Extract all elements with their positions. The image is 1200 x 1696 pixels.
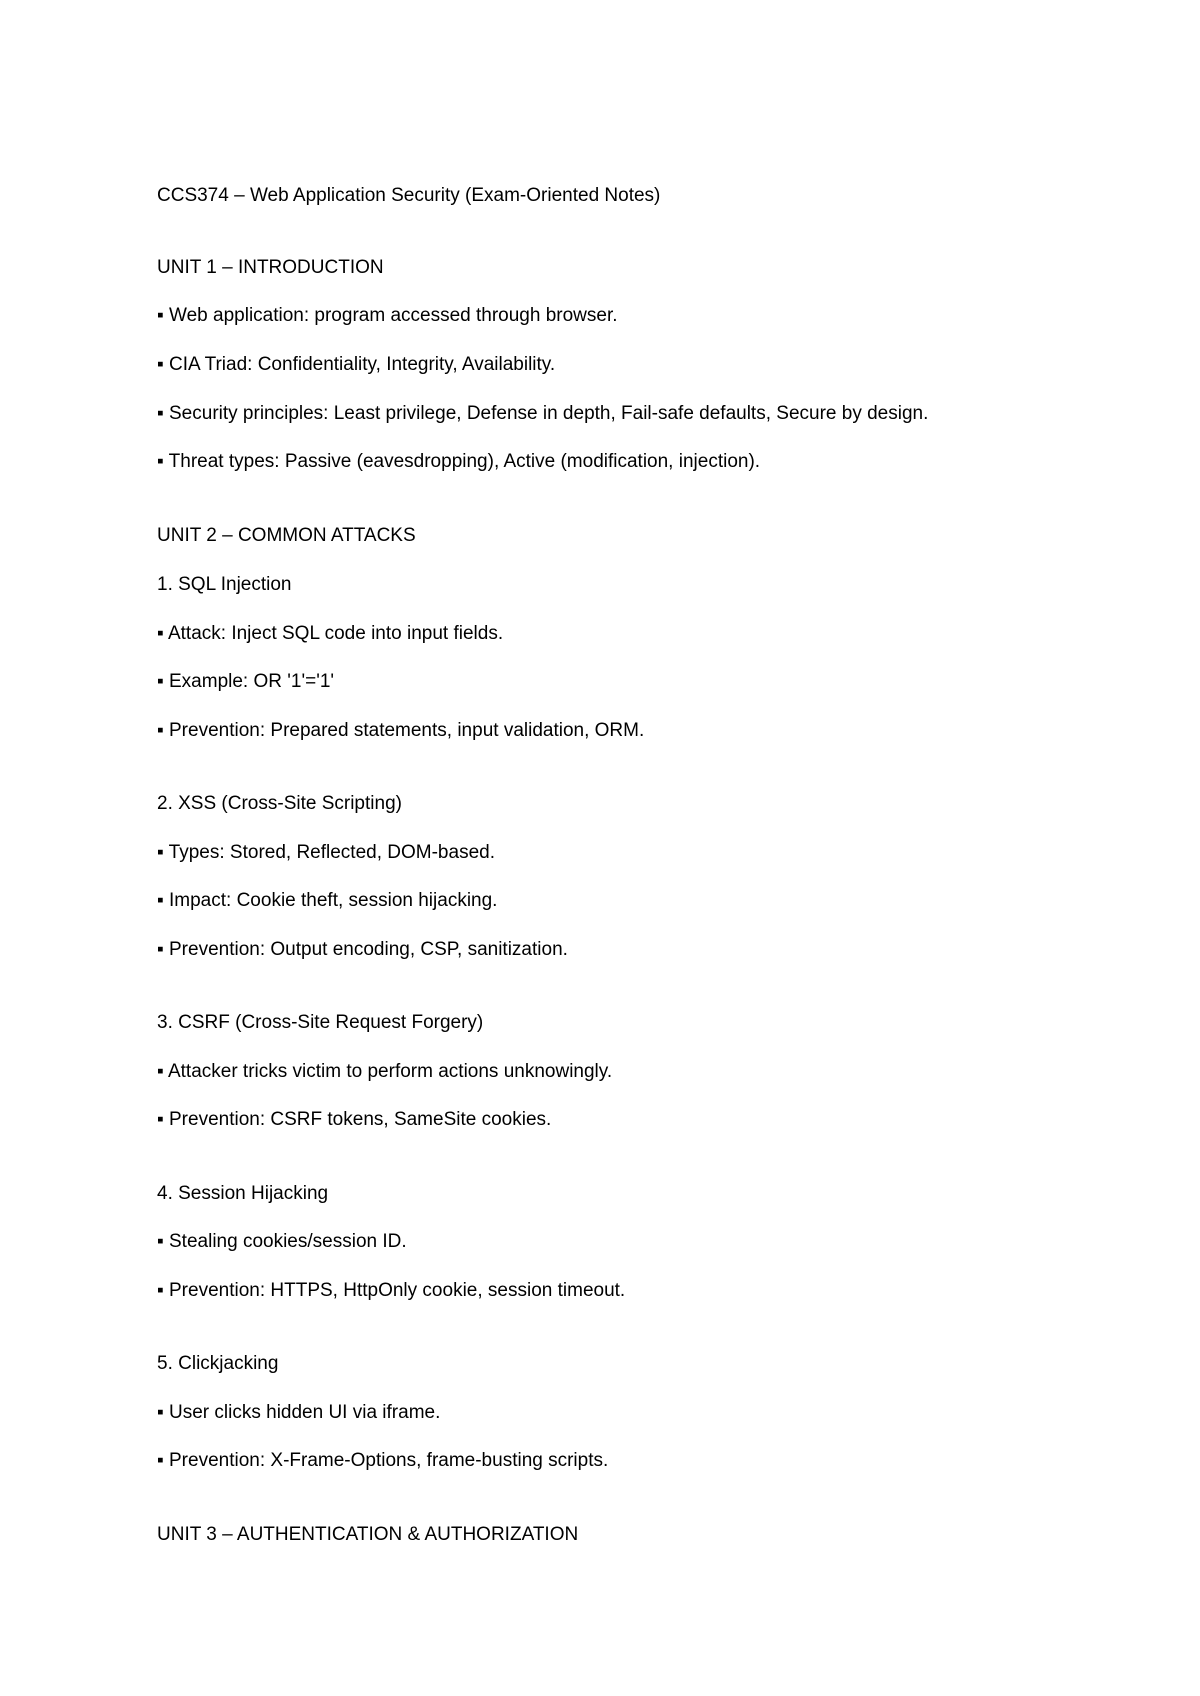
unit-2-heading: UNIT 2 – COMMON ATTACKS <box>157 525 416 546</box>
section-bullet: ▪ Attacker tricks victim to perform actions unknowingly. <box>157 1061 613 1082</box>
section-bullet: ▪ Prevention: X-Frame-Options, frame-busting scripts. <box>157 1450 609 1471</box>
section-title-xss: 2. XSS (Cross-Site Scripting) <box>157 793 402 814</box>
section-title-sql-injection: 1. SQL Injection <box>157 574 292 595</box>
section-bullet: ▪ Prevention: CSRF tokens, SameSite cookies. <box>157 1109 552 1130</box>
section-title-clickjacking: 5. Clickjacking <box>157 1353 279 1374</box>
unit-3-heading: UNIT 3 – AUTHENTICATION & AUTHORIZATION <box>157 1524 579 1545</box>
document-title: CCS374 – Web Application Security (Exam-Oriented Notes) <box>157 185 661 206</box>
section-bullet: ▪ Example: OR '1'='1' <box>157 671 335 692</box>
unit-1-bullet: ▪ Security principles: Least privilege, Defense in depth, Fail-safe defaults, Secure by design. <box>157 403 929 424</box>
section-bullet: ▪ Attack: Inject SQL code into input fields. <box>157 623 504 644</box>
unit-1-bullet: ▪ Threat types: Passive (eavesdropping), Active (modification, injection). <box>157 451 761 472</box>
section-bullet: ▪ Types: Stored, Reflected, DOM-based. <box>157 842 495 863</box>
section-bullet: ▪ Prevention: HTTPS, HttpOnly cookie, session timeout. <box>157 1280 626 1301</box>
unit-1-bullet: ▪ Web application: program accessed through browser. <box>157 305 618 326</box>
section-bullet: ▪ Prevention: Prepared statements, input validation, ORM. <box>157 720 645 741</box>
section-bullet: ▪ Prevention: Output encoding, CSP, sanitization. <box>157 939 568 960</box>
unit-1-heading: UNIT 1 – INTRODUCTION <box>157 257 384 278</box>
section-bullet: ▪ Stealing cookies/session ID. <box>157 1231 407 1252</box>
section-bullet: ▪ Impact: Cookie theft, session hijacking. <box>157 890 498 911</box>
section-title-session-hijacking: 4. Session Hijacking <box>157 1183 329 1204</box>
section-title-csrf: 3. CSRF (Cross-Site Request Forgery) <box>157 1012 484 1033</box>
unit-1-bullet: ▪ CIA Triad: Confidentiality, Integrity, Availability. <box>157 354 556 375</box>
section-bullet: ▪ User clicks hidden UI via iframe. <box>157 1402 441 1423</box>
